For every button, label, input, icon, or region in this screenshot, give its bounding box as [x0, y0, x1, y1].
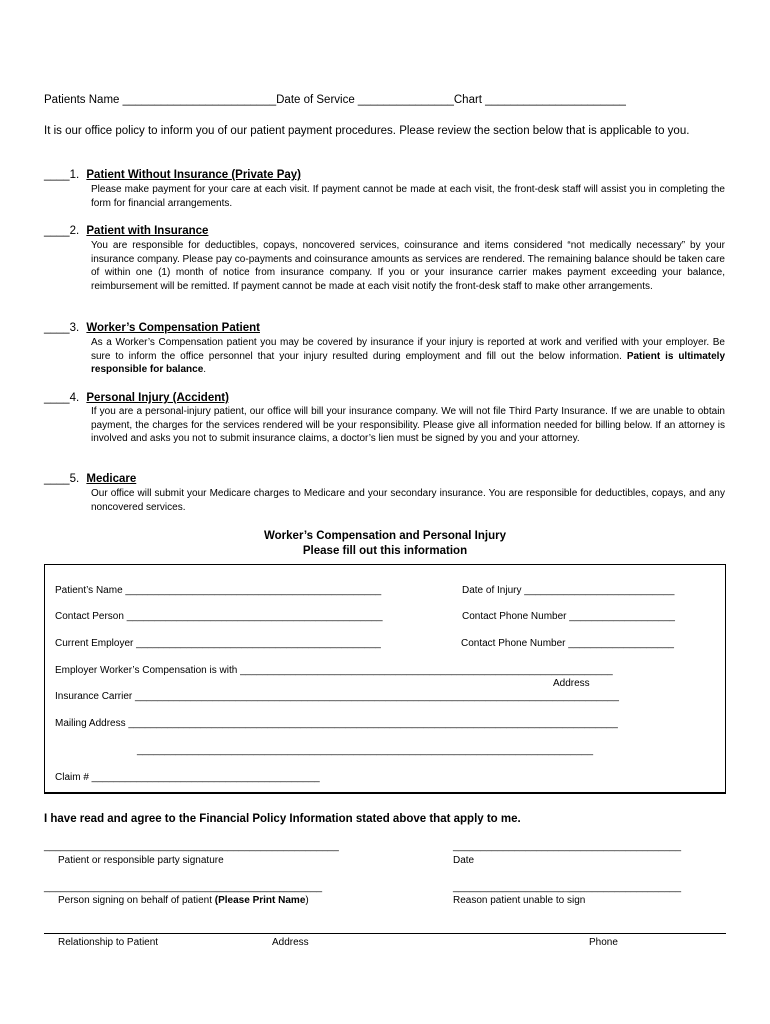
- section-3-body-bold: Patient is ultimately responsible for balance: [91, 350, 726, 376]
- print-name-label-c: ): [305, 895, 309, 906]
- mailing-address-field[interactable]: Mailing Address ________________________________________________________________________________________: [55, 718, 618, 729]
- section-4-prefix: ____4.: [44, 392, 80, 404]
- section-1-body: Please make payment for your care at each visit. If payment cannot be made at each visit, the front-desk staff will assist you in completing the form for financial arrangements.: [91, 184, 725, 209]
- section-2-title: Patient with Insurance: [86, 225, 209, 237]
- date-label: Date: [453, 855, 475, 866]
- section-2-prefix: ____2.: [44, 225, 80, 237]
- section-1-header: [44, 169, 301, 181]
- mailing-address-line2[interactable]: __________________________________________________________________________________: [137, 745, 594, 756]
- date-of-injury-field[interactable]: Date of Injury ___________________________: [462, 585, 675, 596]
- contact-person-field[interactable]: Contact Person ______________________________________________: [55, 611, 383, 622]
- print-name-label: [58, 895, 309, 906]
- insurance-carrier-field[interactable]: Insurance Carrier _______________________________________________________________________________________: [55, 691, 619, 702]
- claim-number-field[interactable]: Claim # _________________________________________: [55, 772, 320, 783]
- date-line[interactable]: _________________________________________: [453, 841, 682, 852]
- section-4-title: Personal Injury (Accident): [86, 392, 229, 404]
- section-3-body-text: As a Worker’s Compensation patient you may be covered by insurance if your injury is reported at work and verified with your employer. Be sure to inform the office personnel that your injury resulted during employment and fill out the below information.: [91, 337, 725, 362]
- print-name-label-a: Person signing on behalf of patient: [58, 895, 215, 906]
- wc-heading-line1: Worker’s Compensation and Personal Injury: [264, 530, 506, 542]
- reason-line[interactable]: _________________________________________: [453, 882, 682, 893]
- section-5-header: [44, 473, 136, 485]
- address-label: Address: [553, 678, 590, 689]
- section-3-body: [91, 336, 725, 377]
- section-3-prefix: ____3.: [44, 322, 80, 334]
- section-3-header: [44, 322, 260, 334]
- section-5-prefix: ____5.: [44, 473, 80, 485]
- current-employer-field[interactable]: Current Employer ____________________________________________: [55, 638, 381, 649]
- signature-line[interactable]: _____________________________________________________: [44, 841, 339, 852]
- wc-heading-line2: Please fill out this information: [302, 545, 468, 557]
- patient-name-field[interactable]: Patient’s Name ______________________________________________: [55, 585, 382, 596]
- relationship-label: Relationship to Patient: [58, 937, 159, 948]
- signature-label: Patient or responsible party signature: [58, 855, 224, 866]
- print-name-line[interactable]: __________________________________________________: [44, 882, 323, 893]
- injury-info-form: [44, 564, 726, 794]
- intro-text: It is our office policy to inform you of our patient payment procedures. Please review the section below that is applicable to you.: [44, 125, 690, 137]
- employer-wc-field[interactable]: Employer Worker’s Compensation is with ___________________________________________________________________: [55, 665, 613, 676]
- phone-label: Phone: [589, 937, 618, 948]
- section-4-body: If you are a personal-injury patient, our office will bill your insurance company. We will not file Third Party Insurance. If we are unable to obtain payment, the charges for the services rendered will be your responsibility. Please give all information needed for billing below. If an attorney is involved and asks you not to submit insurance claims, a doctor’s lien must be signed by you and your attorney.: [91, 406, 725, 445]
- section-5-title: Medicare: [86, 473, 137, 485]
- section-2-header: [44, 225, 208, 237]
- section-1-title: Patient Without Insurance (Private Pay): [86, 169, 301, 181]
- contact-phone-field-1[interactable]: Contact Phone Number ___________________: [462, 611, 675, 622]
- section-4-header: [44, 392, 229, 404]
- agreement-statement: I have read and agree to the Financial Policy Information stated above that apply to me.: [44, 813, 521, 825]
- section-5-body: Our office will submit your Medicare charges to Medicare and your secondary insurance. You are responsible for deductibles, copays, and any noncovered services.: [91, 488, 725, 513]
- footer-address-label: Address: [272, 937, 309, 948]
- print-name-label-b: (Please Print Name: [214, 895, 306, 906]
- section-1-prefix: ____1.: [44, 169, 80, 181]
- section-3-body-end: .: [203, 364, 207, 376]
- reason-label: Reason patient unable to sign: [453, 895, 586, 906]
- contact-phone-field-2[interactable]: Contact Phone Number ___________________: [461, 638, 674, 649]
- footer-divider: [44, 933, 726, 934]
- section-2-body: You are responsible for deductibles, copays, noncovered services, coinsurance and items considered “not medically necessary” by your insurance company. Please pay co-payments and coinsurance amounts as services are rendered. The remaining balance should be taken care of within one (1) month of notice from insurance company. If you or your insurance carrier makes payment exceeding your balance, reimbursement will be remitted. If payment cannot be made at each visit notify the front-desk staff to make other arrangements.: [91, 240, 725, 292]
- header-fields: Patients Name ________________________Date of Service _______________Chart ______________________: [44, 94, 626, 106]
- section-3-title: Worker’s Compensation Patient: [86, 322, 260, 334]
